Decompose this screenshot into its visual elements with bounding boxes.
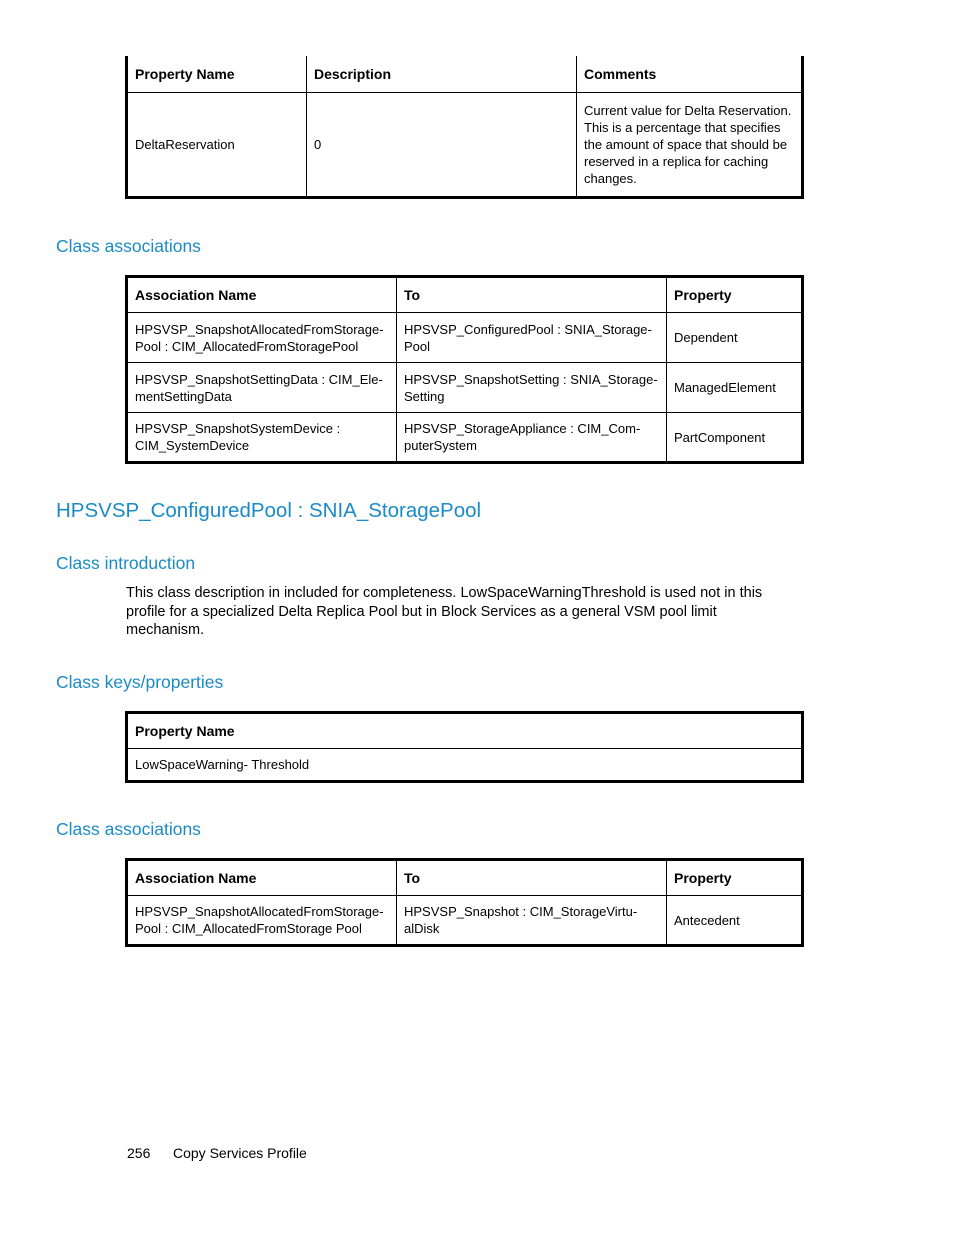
table-cell: Antecedent <box>667 896 803 946</box>
table-row <box>127 313 803 363</box>
property-table <box>125 56 804 199</box>
table-header-cell: Association Name <box>127 277 397 313</box>
class-associations-table <box>125 275 804 464</box>
table-row <box>127 363 803 413</box>
table-header-cell: To <box>397 277 667 313</box>
table-cell: HPSVSP_SnapshotSetting : SNIA_Storage- Setting <box>397 363 667 413</box>
footer-section-title: Copy Services Profile <box>173 1145 307 1161</box>
table-cell: DeltaReservation <box>127 92 307 197</box>
table-cell: 0 <box>307 92 577 197</box>
table-cell: HPSVSP_SnapshotSystemDevice : CIM_SystemDevice <box>127 413 397 463</box>
class-keys-table <box>125 711 804 783</box>
section-heading-class-introduction: Class introduction <box>56 553 196 573</box>
table-cell: HPSVSP_SnapshotSettingData : CIM_Ele- mentSettingData <box>127 363 397 413</box>
table-header-row <box>127 56 803 92</box>
table-header-cell: To <box>397 860 667 896</box>
table-cell: HPSVSP_SnapshotAllocatedFromStorage- Pool : CIM_AllocatedFromStorage Pool <box>127 896 397 946</box>
table-row <box>127 749 803 782</box>
table-cell: HPSVSP_Snapshot : CIM_StorageVirtu- alDisk <box>397 896 667 946</box>
section-heading-class-associations: Class associations <box>56 236 201 256</box>
table-cell: HPSVSP_StorageAppliance : CIM_Com- puterSystem <box>397 413 667 463</box>
table-header-cell: Property Name <box>127 713 803 749</box>
table-header-row <box>127 713 803 749</box>
table-header-cell: Property <box>667 277 803 313</box>
table-header-cell: Comments <box>577 56 803 92</box>
table-header-row <box>127 860 803 896</box>
section-heading-class-associations-2: Class associations <box>56 819 201 839</box>
table-row <box>127 896 803 946</box>
page-title: HPSVSP_ConfiguredPool : SNIA_StoragePool <box>56 499 482 522</box>
table-cell: HPSVSP_SnapshotAllocatedFromStorage- Pool : CIM_AllocatedFromStoragePool <box>127 313 397 363</box>
table-header-cell: Description <box>307 56 577 92</box>
class-introduction-text: This class description in included for completeness. LowSpaceWarningThreshold is used not in this profile for a specialized Delta Replica Pool but in Block Services as a general VSM pool limit mechanism. <box>126 585 763 638</box>
table-header-cell: Association Name <box>127 860 397 896</box>
table-header-cell: Property <box>667 860 803 896</box>
table-row <box>127 92 803 197</box>
pool-associations-table <box>125 858 804 947</box>
table-cell: LowSpaceWarning- Threshold <box>127 749 803 782</box>
table-header-cell: Property Name <box>127 56 307 92</box>
table-header-row <box>127 277 803 313</box>
table-cell: PartComponent <box>667 413 803 463</box>
table-cell: Dependent <box>667 313 803 363</box>
table-cell: ManagedElement <box>667 363 803 413</box>
table-cell: HPSVSP_ConfiguredPool : SNIA_Storage- Pool <box>397 313 667 363</box>
page-number: 256 <box>127 1145 151 1161</box>
table-cell: Current value for Delta Reservation. This is a percentage that specifies the amount of space that should be reserved in a replica for caching changes. <box>577 92 803 197</box>
section-heading-class-keys: Class keys/properties <box>56 672 224 692</box>
table-row <box>127 413 803 463</box>
